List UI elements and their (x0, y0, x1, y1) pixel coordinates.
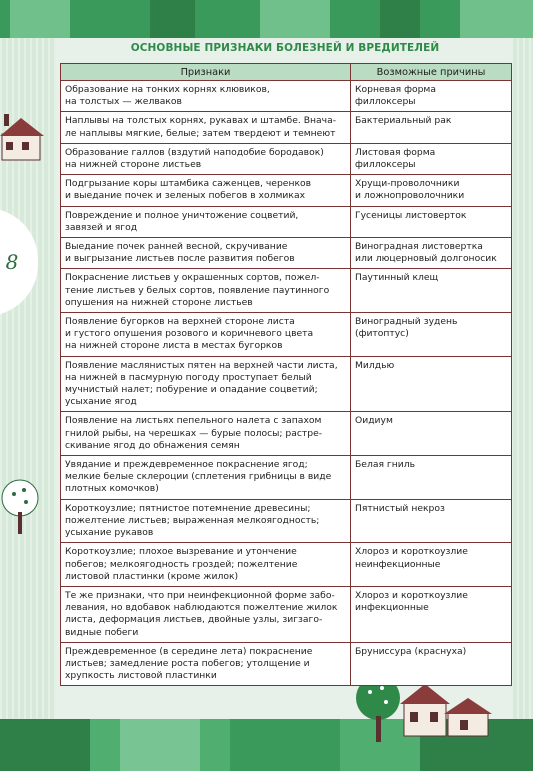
cause-text-line: Паутинный клещ (355, 272, 439, 284)
sign-text-line: Покраснение листьев у окрашенных сортов, пожел- (65, 272, 320, 284)
sign-text-line: Преждевременное (в середине лета) покраснение (65, 645, 313, 657)
sign-text-line: плотных комочков) (65, 483, 159, 495)
table-row (61, 143, 512, 174)
sign-cell (61, 499, 351, 543)
sign-cell (61, 143, 351, 174)
table-body (61, 81, 512, 686)
sign-text-line: усыхание рукавов (65, 527, 154, 539)
table-row (61, 175, 512, 206)
sign-text-line: Появление бугорков на верхней стороне листа (65, 316, 295, 328)
table-row (61, 543, 512, 587)
sign-text-line: мелкие белые склероции (сплетения грибницы в виде (65, 471, 332, 483)
cause-cell (351, 313, 512, 357)
cause-cell (351, 356, 512, 412)
sign-text-line: левания, но вдобавок наблюдаются пожелтение жилок (65, 602, 338, 614)
sign-text-line: на толстых — желваков (65, 96, 182, 108)
cause-cell (351, 642, 512, 686)
table-header-row (61, 64, 512, 81)
cause-cell (351, 238, 512, 269)
sign-text-line: Повреждение и полное уничтожение соцветий, (65, 209, 299, 221)
sign-cell (61, 175, 351, 206)
table-row (61, 642, 512, 686)
cause-cell (351, 499, 512, 543)
sign-cell (61, 586, 351, 642)
tree-icon (0, 478, 44, 538)
sign-text-line: на нижней в пасмурную погоду проступает белый (65, 371, 312, 383)
cause-text-line: Оидиум (355, 415, 393, 427)
sign-text-line: листа, деформация листьев, двойные узлы, зигзаго- (65, 614, 323, 626)
cause-text-line: Листовая форма (355, 146, 436, 158)
table-row (61, 499, 512, 543)
sign-text-line: хрупкость листовой пластинки (65, 670, 217, 682)
top-decor-band (0, 0, 533, 38)
sign-cell (61, 456, 351, 500)
cause-cell (351, 543, 512, 587)
cause-cell (351, 586, 512, 642)
cause-cell (351, 112, 512, 143)
cause-text-line: Пятнистый некроз (355, 502, 445, 514)
sign-text-line: пожелтение листьев; выраженная мелкоягодность; (65, 514, 320, 526)
table-row (61, 456, 512, 500)
sign-text-line: и выедание почек и зеленых побегов в холмиках (65, 190, 306, 202)
sign-cell (61, 543, 351, 587)
header-signs: Признаки (61, 64, 351, 81)
sign-text-line: Выедание почек ранней весной, скручивание (65, 241, 288, 253)
sign-text-line: на нижней стороне листа в местах бугорков (65, 340, 283, 352)
sign-cell (61, 112, 351, 143)
page-number: 8 (0, 208, 38, 316)
sign-text-line: Короткоузлие; пятнистое потемнение древесины; (65, 502, 311, 514)
cause-text-line: Хлороз и короткоузлие (355, 546, 468, 558)
sign-cell (61, 642, 351, 686)
cause-cell (351, 456, 512, 500)
cause-text-line: Милдью (355, 359, 395, 371)
cause-text-line: неинфекционные (355, 558, 441, 570)
sign-text-line: видные побеги (65, 626, 139, 638)
sign-cell (61, 356, 351, 412)
cause-cell (351, 143, 512, 174)
right-decor-band (511, 38, 533, 728)
cause-text-line: Виноградная листовертка (355, 241, 483, 253)
sign-cell (61, 81, 351, 112)
cause-text-line: Белая гниль (355, 459, 415, 471)
sign-cell (61, 206, 351, 237)
table-row (61, 269, 512, 313)
sign-text-line: листовой пластинки (кроме жилок) (65, 570, 239, 582)
sign-cell (61, 238, 351, 269)
sign-text-line: гнилой рыбы, на черешках — бурые полосы; растре- (65, 427, 323, 439)
table-row (61, 412, 512, 456)
sign-text-line: Появление маслянистых пятен на верхней части листа, (65, 359, 338, 371)
cause-text-line: Гусеницы листоверток (355, 209, 467, 221)
sign-text-line: Подгрызание коры штамбика саженцев, черенков (65, 178, 312, 190)
sign-text-line: Образование галлов (вздутий наподобие бородавок) (65, 146, 324, 158)
sign-cell (61, 269, 351, 313)
cause-cell (351, 412, 512, 456)
sign-text-line: Появление на листьях пепельного налета с запахом (65, 415, 322, 427)
sign-text-line: Те же признаки, что при неинфекционной форме забо- (65, 589, 335, 601)
sign-text-line: Образование на тонких корнях клювиков, (65, 84, 270, 95)
sign-text-line: Увядание и преждевременное покраснение ягод; (65, 459, 308, 471)
cause-text-line: Хлороз и короткоузлие (355, 589, 468, 601)
sign-text-line: завязей и ягод (65, 221, 138, 233)
table-row (61, 586, 512, 642)
table-row (61, 206, 512, 237)
sign-text-line: опушения на нижней стороне листьев (65, 296, 253, 308)
cause-text-line: Бактериальный рак (355, 115, 452, 127)
sign-text-line: скивание ягод до обнажения семян (65, 439, 240, 451)
table-row (61, 313, 512, 357)
sign-text-line: тение листьев у белых сортов, появление паутинного (65, 284, 330, 296)
cause-text-line: филлоксеры (355, 96, 416, 108)
table-row (61, 81, 512, 112)
table-row (61, 238, 512, 269)
cause-text-line: Виноградный зудень (355, 316, 458, 328)
header-causes: Возможные причины (351, 64, 512, 81)
table-row (61, 356, 512, 412)
diseases-table (60, 63, 511, 686)
cause-text-line: или люцерновый долгоносик (355, 253, 497, 265)
table-row (61, 112, 512, 143)
cause-text-line: Хрущи-проволочники (355, 178, 460, 190)
sign-text-line: Короткоузлие; плохое вызревание и утончение (65, 546, 297, 558)
sign-text-line: и густого опушения розового и коричневого цвета (65, 328, 314, 340)
cause-cell (351, 81, 512, 112)
sign-text-line: Наплывы на толстых корнях, рукавах и штамбе. Внача- (65, 115, 337, 127)
page-title: ОСНОВНЫЕ ПРИЗНАКИ БОЛЕЗНЕЙ И ВРЕДИТЕЛЕЙ (130, 42, 440, 54)
cause-text-line: (фитоптус) (355, 328, 409, 340)
cause-text-line: и ложнопроволочники (355, 190, 465, 202)
cause-cell (351, 206, 512, 237)
sign-cell (61, 412, 351, 456)
cause-cell (351, 269, 512, 313)
cause-text-line: филлоксеры (355, 159, 416, 171)
sign-text-line: побегов; мелкоягодность гроздей; пожелтение (65, 558, 298, 570)
sign-text-line: на нижней стороне листьев (65, 159, 202, 171)
cause-text-line: инфекционные (355, 602, 429, 614)
sign-text-line: ле наплывы мягкие, белые; затем твердеют и темнеют (65, 127, 336, 139)
house-icon (0, 112, 44, 164)
sign-text-line: усыхание ягод (65, 396, 137, 408)
cause-text-line: Корневая форма (355, 84, 436, 95)
sign-text-line: и выгрызание листьев после развития побегов (65, 253, 295, 265)
cause-cell (351, 175, 512, 206)
sign-cell (61, 313, 351, 357)
sign-text-line: листьев; замедление роста побегов; утолщение и (65, 657, 310, 669)
sign-text-line: мучнистый налет; побурение и опадание соцветий; (65, 384, 318, 396)
cause-text-line: Брунисcура (краснуха) (355, 645, 467, 657)
